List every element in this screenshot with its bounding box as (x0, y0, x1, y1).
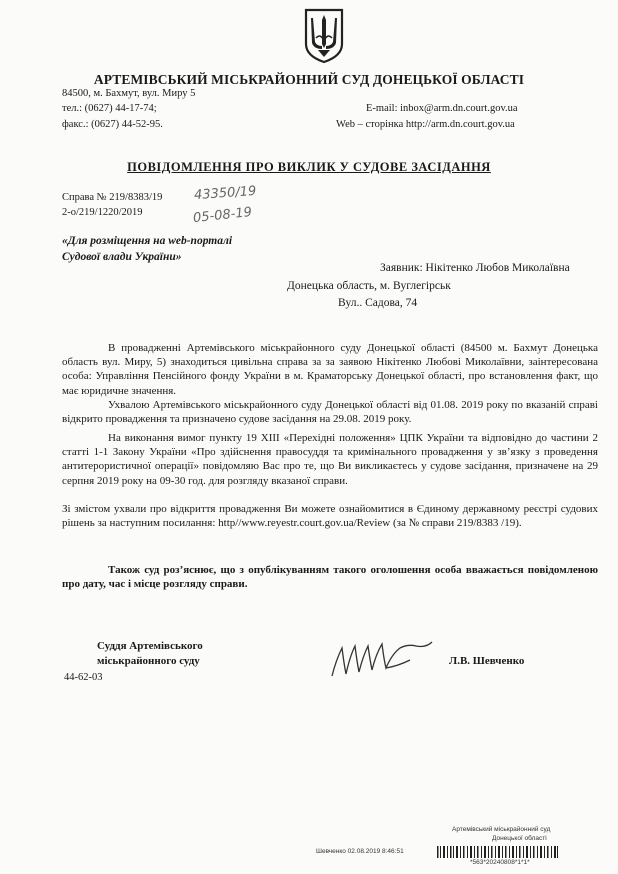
judge-signature (328, 630, 438, 685)
footer-court-stamp-line2: Донецької області (492, 835, 547, 842)
document-title: ПОВІДОМЛЕННЯ ПРО ВИКЛИК У СУДОВЕ ЗАСІДАННЯ (127, 160, 491, 174)
print-info: Шевченко 02.08.2019 8:46:51 (316, 848, 404, 855)
proceeding-number: 2-о/219/1220/2019 (62, 207, 143, 218)
placement-note-line1: «Для розміщення на web-порталі (62, 235, 233, 247)
document-code: 44-62-03 (64, 672, 103, 683)
judge-name: Л.В. Шевченко (449, 655, 525, 667)
addressee-region: Донецька область, м. Вуглегірськ (287, 280, 451, 292)
court-website: Web – сторінка http://arm.dn.court.gov.ua (336, 119, 515, 130)
handwritten-registration-number: 43350/19 (193, 183, 257, 204)
judge-title-line1: Суддя Артемівського (97, 640, 203, 652)
paragraph-proceeding: В провадженні Артемівського міськрайонного суду Донецької області (84500 м. Бахмут Донецька область вул. Миру, 5) знаходиться цивільна справа за за заявою Нікітенко Любові Миколаївни, заінтересована особа: Управління Пенсійного фонду України в м. Краматорську Донецької області, про встановлення факт, що має юридичне значення. (62, 342, 598, 397)
addressee-name: Заявник: Нікітенко Любов Миколаївна (380, 262, 570, 274)
judge-title-line2: міськрайонного суду (97, 655, 200, 667)
court-name: АРТЕМІВСЬКИЙ МІСЬКРАЙОННИЙ СУД ДОНЕЦЬКОЇ ОБЛАСТІ (93, 72, 525, 87)
paragraph-notice: Також суд роз’яснює, що з опублікуванням такого оголошення особа вважається повідомленою про дату, час і місце розгляду справи. (62, 564, 598, 591)
case-number: Справа № 219/8383/19 (62, 192, 163, 203)
court-fax: факс.: (0627) 44-52-95. (62, 119, 163, 130)
paragraph-ruling: Ухвалою Артемівського міськрайонного суду Донецької області від 01.08. 2019 року по вказаній справі відкрито провадження та призначено судове засідання на 29.08. 2019 року. (62, 399, 598, 426)
barcode-text: *563*20240808*1*1* (470, 859, 530, 866)
footer-court-stamp-line1: Артемівський міськрайонний суд (452, 826, 551, 833)
handwritten-date: 05-08-19 (192, 204, 253, 227)
paragraph-registry: Зі змістом ухвали про відкриття провадження Ви можете ознайомитися в Єдиному державному реєстрі судових рішень за наступним посилання: http//www.reyestr.court.gov.ua/Review (за № справи 219/8383 /19). (62, 503, 598, 530)
court-email: E-mail: inbox@arm.dn.court.gov.ua (366, 103, 518, 114)
barcode (437, 846, 559, 858)
court-phone: тел.: (0627) 44-17-74; (62, 103, 157, 114)
paragraph-summons: На виконання вимог пункту 19 ХІІІ «Перехідні положення» ЦПК України та відповідно до частини 2 статті 1-1 Закону України «Про здійснення правосуддя та кримінального провадження у зв’язку з проведення антитерористичної операції» повідомляю Вас про те, що Ви викликаєтесь у судове засідання, призначене на 29 серпня 2019 року на 09-30 год. для розгляду вказаної справи. (62, 432, 598, 487)
court-address: 84500, м. Бахмут, вул. Миру 5 (62, 88, 196, 99)
addressee-street: Вул.. Садова, 74 (338, 297, 418, 309)
placement-note-line2: Судової влади України» (62, 251, 182, 263)
coat-of-arms-icon (303, 8, 345, 64)
